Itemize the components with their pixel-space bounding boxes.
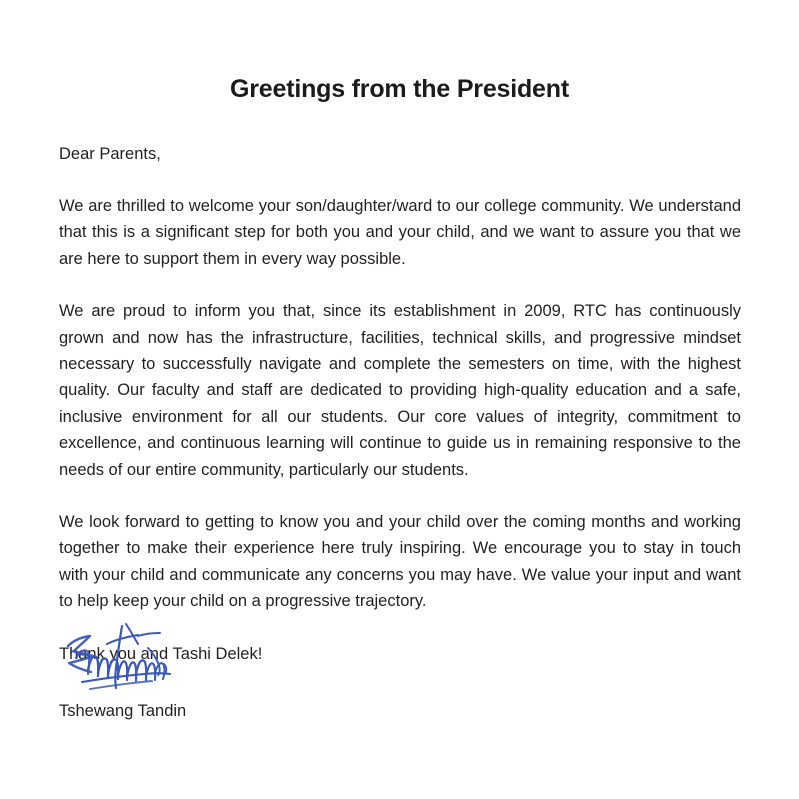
letter-body [59, 141, 741, 667]
signer-name: Tshewang Tandin [59, 702, 187, 720]
signature-image [60, 618, 180, 694]
salutation: Dear Parents, [59, 145, 161, 163]
body-paragraph-3: We look forward to getting to know you and your child over the coming months and working together to make their experience here truly inspiring. We encourage you to stay in touch with your child and communicate any concerns you may have. We value your input and want to help keep your child on a progressive trajectory. [59, 513, 741, 611]
page-title: Greetings from the President [230, 74, 569, 103]
body-paragraph-1: We are thrilled to welcome your son/daughter/ward to our college community. We understand that this is a significant step for both you and your child, and we want to assure you that we are here to support them in every way possible. [59, 197, 741, 268]
body-paragraph-2: We are proud to inform you that, since its establishment in 2009, RTC has continuously grown and now has the infrastructure, facilities, technical skills, and progressive mindset necessary to successfully navigate and complete the semesters on time, with the highest quality. Our faculty and staff are dedicated to providing high-quality education and a safe, inclusive environment for all our students. Our core values of integrity, commitment to excellence, and continuous learning will continue to guide us in remaining responsive to the needs of our entire community, particularly our students. [59, 302, 741, 479]
closing-line: Thank you and Tashi Delek! [59, 644, 263, 663]
handwritten-signature-icon [60, 618, 180, 694]
